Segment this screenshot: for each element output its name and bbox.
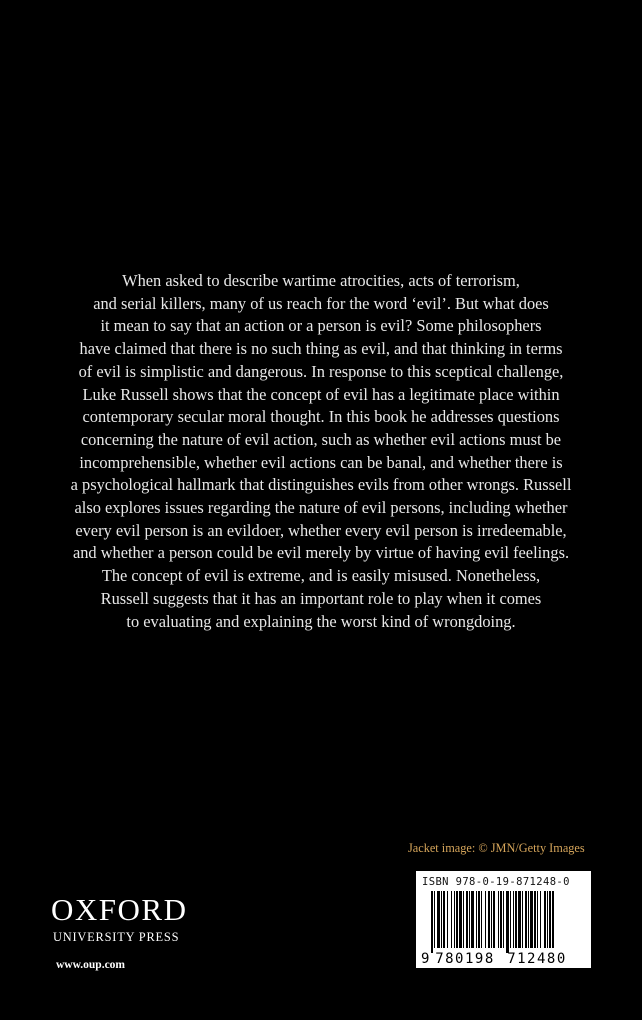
blurb-line: contemporary secular moral thought. In this book he addresses questions: [82, 407, 560, 427]
ean-right-group: 712480: [507, 951, 567, 967]
barcode-bar: [525, 891, 527, 948]
barcode-bar: [459, 891, 462, 948]
barcode-bar: [437, 891, 440, 948]
barcode-bar: [431, 891, 433, 953]
barcode-bar: [522, 891, 523, 948]
blurb-line: Russell suggests that it has an important role to play when it comes: [100, 588, 542, 608]
blurb-line: a psychological hallmark that distinguishes evils from other wrongs. Russell: [70, 475, 572, 495]
barcode-bar: [451, 891, 452, 948]
barcode-bar: [476, 891, 477, 948]
blurb-line: When asked to describe wartime atrocities, acts of terrorism,: [122, 271, 520, 290]
publisher-logo-subtitle: UNIVERSITY PRESS: [53, 930, 180, 944]
barcode-bar: [510, 891, 511, 948]
publisher-logo-name: OXFORD: [51, 892, 188, 927]
blurb-line: also explores issues regarding the nature of evil persons, including whether: [74, 498, 568, 518]
ean-left-group: 780198: [435, 951, 495, 967]
blurb-line: The concept of evil is extreme, and is easily misused. Nonetheless,: [101, 566, 541, 586]
barcode-bar: [537, 891, 538, 948]
barcode-bar: [434, 891, 435, 948]
barcode-bar: [463, 891, 464, 948]
barcode-graphic: [416, 871, 591, 968]
barcode-bar: [441, 891, 442, 948]
blurb-line: to evaluating and explaining the worst kind of wrongdoing.: [126, 611, 516, 631]
barcode-bar: [491, 891, 492, 948]
barcode-bar: [488, 891, 490, 948]
blurb-line: incomprehensible, whether evil actions can be banal, and whether there is: [79, 452, 563, 472]
barcode-bar: [485, 891, 486, 948]
blurb-line: and serial killers, many of us reach for the word ‘evil’. But what does: [93, 293, 549, 313]
barcode-bar: [534, 891, 536, 948]
barcode-bar: [498, 891, 499, 948]
barcode-bar: [515, 891, 517, 948]
barcode-bar: [456, 891, 458, 948]
barcode-bar: [500, 891, 502, 948]
isbn-barcode: [416, 871, 591, 968]
jacket-image-credit: Jacket image: © JMN/Getty Images: [408, 841, 585, 855]
barcode-bar: [530, 891, 533, 948]
blurb-line: and whether a person could be evil merely by virtue of having evil feelings.: [72, 543, 570, 563]
barcode-bar: [471, 891, 474, 948]
blurb-line: it mean to say that an action or a person is evil? Some philosophers: [100, 316, 542, 336]
barcode-bar: [540, 891, 541, 948]
barcode-bar: [506, 891, 509, 953]
blurb-line: concerning the nature of evil action, such as whether evil actions must be: [80, 429, 562, 449]
barcode-bar: [552, 891, 554, 948]
blurb-text: [40, 270, 602, 633]
barcode-bar: [478, 891, 480, 948]
barcode-bar: [481, 891, 482, 948]
barcode-bar: [513, 891, 514, 948]
barcode-bar: [547, 891, 548, 948]
barcode-bar: [443, 891, 445, 948]
barcode-bar: [528, 891, 529, 948]
blurb-line: Luke Russell shows that the concept of evil has a legitimate place within: [82, 384, 560, 404]
barcode-bar: [544, 891, 546, 948]
barcode-bar: [503, 891, 504, 948]
barcode-bar: [493, 891, 495, 948]
barcode-bar: [469, 891, 470, 948]
barcode-bar: [466, 891, 468, 948]
barcode-bar: [447, 891, 448, 948]
publisher-website[interactable]: www.oup.com: [56, 959, 126, 971]
barcode-bar: [549, 891, 551, 948]
barcode-bar: [454, 891, 455, 948]
isbn-label: ISBN 978-0-19-871248-0: [422, 876, 570, 888]
ean-first-digit: 9: [421, 951, 430, 967]
blurb-line: of evil is simplistic and dangerous. In response to this sceptical challenge,: [78, 361, 564, 381]
blurb-line: have claimed that there is no such thing as evil, and that thinking in terms: [79, 339, 563, 359]
blurb-line: every evil person is an evildoer, whether every evil person is irredeemable,: [75, 520, 567, 540]
barcode-bar: [518, 891, 521, 948]
